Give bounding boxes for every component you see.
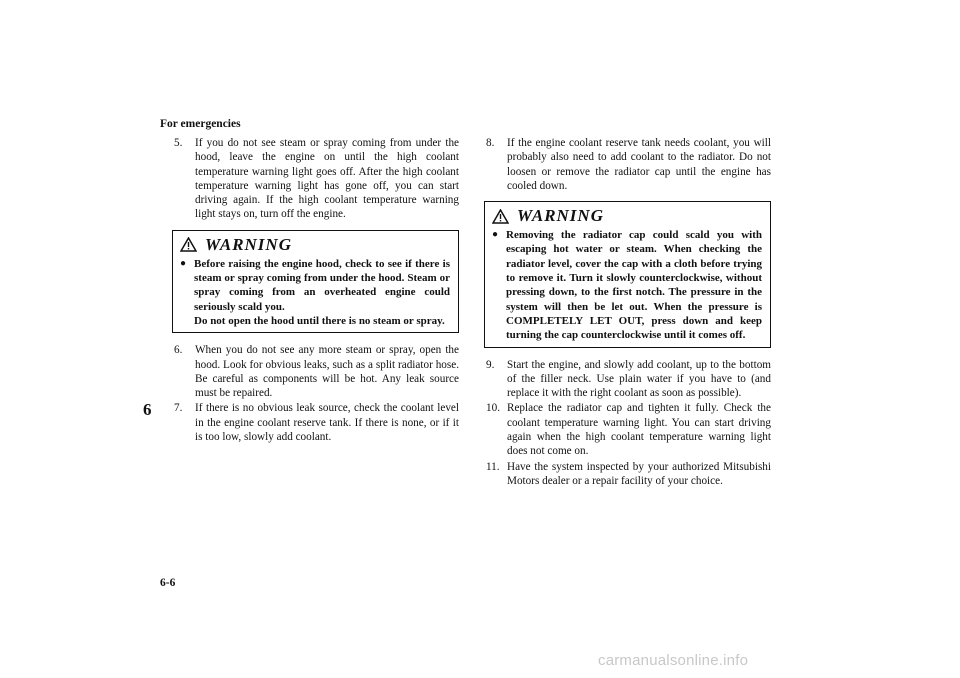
page-number: 6-6 <box>160 577 176 589</box>
step-number: 6. <box>174 344 183 357</box>
warning-box <box>484 201 771 347</box>
left-column <box>174 136 459 445</box>
step-text: Start the engine, and slowly add coolant, up to the bottom of the filler neck. Use plain water if you have to (and replace it with the right coolant as soon as possible). <box>507 358 771 400</box>
step-number: 10. <box>486 402 500 415</box>
warning-title: WARNING <box>517 206 604 226</box>
step-text: If there is no obvious leak source, check the coolant level in the engine coolant reserve tank. If there is none, or if it is too low, slowly add coolant. <box>195 402 459 444</box>
warning-box <box>172 230 459 333</box>
list-item <box>174 401 459 444</box>
bullet-icon: ● <box>180 257 187 269</box>
step-text: If the engine coolant reserve tank needs coolant, you will probably also need to add coolant to the radiator. Do not loosen or remove the radiator cap until the engine has cooled down. <box>507 137 771 192</box>
step-number: 5. <box>174 137 183 149</box>
list-item <box>486 136 771 193</box>
warning-item <box>492 228 762 342</box>
step-list <box>174 136 459 222</box>
chapter-tab-marker: 6 <box>143 400 152 419</box>
bullet-icon: ● <box>492 229 499 241</box>
step-text: When you do not see any more steam or spray, open the hood. Look for obvious leaks, such as a split radiator hose. Be careful as components will be hot. Any leak source must be repaired. <box>195 344 459 400</box>
warning-text: Do not open the hood until there is no steam or spray. <box>194 314 445 327</box>
warning-text: Removing the radiator cap could scald you with escaping hot water or steam. When checking the radiator level, cover the cap with a cloth before trying to remove it. Turn it slowly counterclockwise, without pressing down, to the first notch. The pressure in the system will then be let out. When the pressure is COMPLETELY LET OUT, press down and keep turning the cap counterclockwise until it comes off. <box>506 229 762 342</box>
step-list <box>486 136 771 193</box>
watermark: carmanualsonline.info <box>598 652 749 669</box>
warning-header <box>492 204 762 228</box>
list-item <box>174 136 459 222</box>
step-number: 8. <box>486 137 495 149</box>
list-item <box>486 401 771 458</box>
right-column <box>486 136 771 489</box>
list-item <box>486 358 771 401</box>
list-item <box>486 460 771 489</box>
list-item <box>174 343 459 400</box>
warning-title: WARNING <box>205 234 292 254</box>
step-number: 11. <box>486 460 500 473</box>
step-text: Have the system inspected by your authorized Mitsubishi Motors dealer or a repair facility of your choice. <box>507 460 771 487</box>
warning-item <box>180 257 450 328</box>
step-number: 9. <box>486 358 495 371</box>
warning-triangle-icon <box>492 209 509 224</box>
step-number: 7. <box>174 402 183 415</box>
step-text: If you do not see steam or spray coming from under the hood, leave the engine on until the high coolant temperature warning light goes off. After the high coolant temperature warning light has gone off, you can start driving again. If the high coolant temperature warning light stays on, turn off the engine. <box>195 137 459 221</box>
warning-header <box>180 233 450 257</box>
step-list <box>486 358 771 489</box>
step-list <box>174 343 459 444</box>
step-text: Replace the radiator cap and tighten it fully. Check the coolant temperature warning light. You can start driving again when the high coolant temperature warning light does not come on. <box>507 402 771 458</box>
warning-text: Before raising the engine hood, check to see if there is steam or spray coming from under the hood. Steam or spray coming from an overheated engine could seriously scald you. <box>194 257 450 313</box>
warning-triangle-icon <box>180 237 197 252</box>
section-title: For emergencies <box>160 118 241 130</box>
